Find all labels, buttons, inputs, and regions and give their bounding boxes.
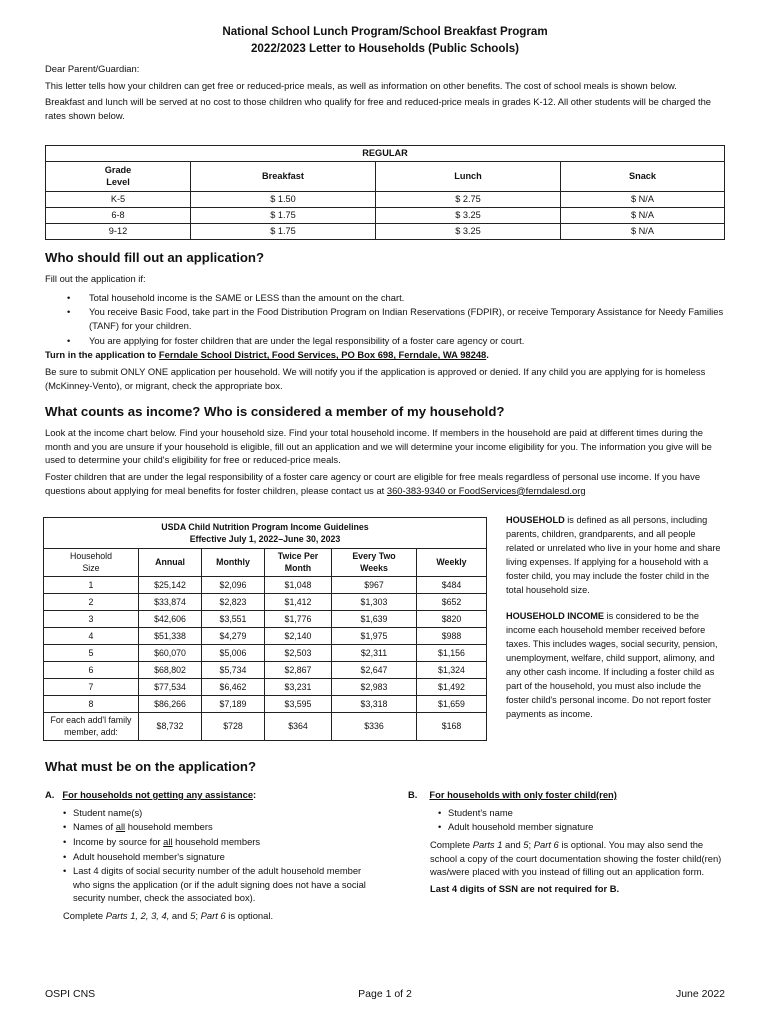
rate-cell: $ 1.75 (191, 208, 376, 224)
table-cell: $6,462 (202, 679, 265, 696)
list-item: • Student's name (448, 806, 728, 820)
rate-cell: $ 1.50 (191, 192, 376, 208)
rate-cell: $ N/A (561, 224, 725, 240)
table-cell: $8,732 (139, 713, 202, 741)
table-cell: $168 (417, 713, 487, 741)
table-row (44, 628, 487, 645)
column-b-complete: Complete Parts 1 and 5; Part 6 is optional. You may also send the school a copy of the court documentation showing the foster child(ren) was/were placed with you instead of filling out an application form. (430, 838, 722, 878)
intro-paragraph-1: This letter tells how your children can get free or reduced-price meals, as well as information on other benefits. The cost of school meals is shown below. (45, 79, 677, 91)
rates-header-grade: Grade Level (46, 162, 191, 192)
table-cell: $1,156 (417, 645, 487, 662)
definitions-sidebar (506, 514, 726, 722)
list-item: • Adult household member signature (448, 820, 728, 834)
table-cell: $51,338 (139, 628, 202, 645)
list-item: • Student name(s) (73, 806, 375, 820)
table-cell: $7,189 (202, 696, 265, 713)
table-cell: $364 (265, 713, 332, 741)
footer-left: OSPI CNS (45, 988, 96, 1000)
list-item: • You are applying for foster children that are under the legal responsibility of a foster care agency or court. (89, 334, 725, 348)
table-row (44, 662, 487, 679)
table-cell: $967 (332, 577, 417, 594)
table-row (44, 696, 487, 713)
table-cell: 3 (44, 611, 139, 628)
column-a-title-text: For households not getting any assistance (62, 789, 254, 800)
rate-cell: $ 1.75 (191, 224, 376, 240)
table-cell: 1 (44, 577, 139, 594)
table-cell: $3,231 (265, 679, 332, 696)
foster-text: Foster children that are under the legal responsibility of a foster care agency or court are eligible for free meals regardless of personal use income. If you have questions about applying for meal benefits for foster children, please contact us at (45, 471, 701, 496)
table-cell: $1,303 (332, 594, 417, 611)
income-paragraph-2 (45, 470, 725, 497)
column-a (45, 788, 375, 923)
household-text: is defined as all persons, including parents, children, grandparents, and all people related or unrelated who live in your home and share living expenses. If applying for a household with a foster child, you may include the foster child in the total household size. (506, 515, 721, 595)
table-cell: 6 (44, 662, 139, 679)
submit-note: Be sure to submit ONLY ONE application per household. We will notify you if the application is approved or denied. If any child you are applying for is homeless (McKinney-Vento), or migrant, check the appropriate box. (45, 365, 706, 391)
table-cell: $1,639 (332, 611, 417, 628)
household-term: HOUSEHOLD (506, 515, 565, 525)
table-cell: $3,551 (202, 611, 265, 628)
title-line-2: 2022/2023 Letter to Households (Public Schools) (250, 41, 519, 55)
table-cell: $1,412 (265, 594, 332, 611)
household-income-text: is considered to be the income each household member received before taxes. This includes wages, social security, pension, unemployment, welfare, child support, alimony, and any other cash income. If including a foster child as part of the household, you must also include the foster child's personal income. Do not report foster payments as income. (506, 610, 718, 719)
table-cell: 2 (44, 594, 139, 611)
rate-cell: $ N/A (561, 208, 725, 224)
document-title (0, 24, 770, 58)
table-cell: $2,096 (202, 577, 265, 594)
table-cell: $728 (202, 713, 265, 741)
must-section (45, 757, 725, 776)
turn-in-line (45, 348, 725, 362)
table-cell: $1,776 (265, 611, 332, 628)
table-cell: $1,659 (417, 696, 487, 713)
column-a-list (45, 806, 375, 905)
table-cell: $1,492 (417, 679, 487, 696)
rate-cell: $ 2.75 (376, 192, 561, 208)
table-cell: $2,647 (332, 662, 417, 679)
header-monthly: Monthly (202, 549, 265, 577)
column-b-ssn-note: Last 4 digits of SSN are not required for B. (430, 882, 620, 894)
table-cell: $2,823 (202, 594, 265, 611)
rate-cell: 9-12 (46, 224, 191, 240)
title-line-1: National School Lunch Program/School Breakfast Program (222, 25, 548, 38)
rates-header-lunch: Lunch (376, 162, 561, 192)
table-cell: $484 (417, 577, 487, 594)
who-section (45, 248, 725, 392)
table-cell: $4,279 (202, 628, 265, 645)
income-section (45, 402, 725, 497)
table-row (44, 645, 487, 662)
greeting: Dear Parent/Guardian: (45, 63, 140, 74)
household-definition (506, 514, 726, 598)
table-cell: $3,318 (332, 696, 417, 713)
intro-section (45, 62, 725, 123)
table-cell: $42,606 (139, 611, 202, 628)
table-cell: $2,503 (265, 645, 332, 662)
column-b-title (408, 788, 728, 802)
table-cell: $2,983 (332, 679, 417, 696)
table-cell: For each add'l family member, add: (44, 713, 139, 741)
header-every-two-weeks: Every Two Weeks (332, 549, 417, 577)
header-household-size: Household Size (44, 549, 139, 577)
list-item: • Total household income is the SAME or LESS than the amount on the chart. (89, 291, 725, 305)
column-a-complete: Complete Parts 1, 2, 3, 4, and 5; Part 6 is optional. (63, 910, 274, 921)
table-cell: 7 (44, 679, 139, 696)
rates-header-snack: Snack (561, 162, 725, 192)
guidelines-title-2: Effective July 1, 2022–June 30, 2023 (189, 534, 341, 544)
table-row (46, 192, 725, 208)
household-income-term: HOUSEHOLD INCOME (506, 610, 605, 621)
table-cell: 5 (44, 645, 139, 662)
table-cell: $2,311 (332, 645, 417, 662)
table-cell: $5,734 (202, 662, 265, 679)
table-cell: $2,867 (265, 662, 332, 679)
table-cell: $336 (332, 713, 417, 741)
table-cell: $77,534 (139, 679, 202, 696)
table-row (46, 224, 725, 240)
table-cell: $33,874 (139, 594, 202, 611)
table-row (44, 713, 487, 741)
table-row (44, 594, 487, 611)
table-row (46, 208, 725, 224)
table-cell: $1,324 (417, 662, 487, 679)
column-b (408, 788, 728, 895)
header-annual: Annual (139, 549, 202, 577)
column-a-title (45, 788, 375, 802)
rate-cell: $ 3.25 (376, 224, 561, 240)
rates-header-breakfast: Breakfast (191, 162, 376, 192)
table-cell: $68,802 (139, 662, 202, 679)
list-item: • Income by source for all household members (73, 835, 375, 849)
table-cell: $652 (417, 594, 487, 611)
must-heading: What must be on the application? (45, 759, 256, 774)
turn-in-suffix: . (486, 349, 489, 361)
column-b-title-text: For households with only foster child(ren) (429, 789, 617, 800)
turn-in-prefix: Turn in the application to (45, 349, 159, 361)
header-twice-per-month: Twice Per Month (265, 549, 332, 577)
turn-in-address: Ferndale School District, Food Services, PO Box 698, Ferndale, WA 98248 (158, 349, 487, 361)
income-heading: What counts as income? Who is considered a member of my household? (45, 404, 505, 419)
household-income-definition (506, 610, 726, 722)
income-guidelines-table (43, 517, 487, 741)
rate-cell: 6-8 (46, 208, 191, 224)
table-cell: $820 (417, 611, 487, 628)
table-row (44, 611, 487, 628)
column-a-label: A. (45, 789, 55, 800)
table-cell: 8 (44, 696, 139, 713)
list-item: • Names of all household members (73, 820, 375, 834)
table-row (44, 679, 487, 696)
column-b-list (408, 806, 728, 834)
who-heading: Who should fill out an application? (45, 250, 265, 265)
footer-date: June 2022 (675, 988, 725, 1000)
intro-paragraph-2: Breakfast and lunch will be served at no cost to those children who qualify for free and reduced-price meals in grades K-12. All other students will be charged the rates shown below. (45, 96, 711, 121)
table-cell: $988 (417, 628, 487, 645)
table-cell: $1,048 (265, 577, 332, 594)
income-paragraph-1: Look at the income chart below. Find your household size. Find your total household income. If members in the household are paid at different times during the month and you are unsure if your household is eligible, fill out an application and we will determine your income eligibility for you. The information you give will be used to determine your child's eligibility for free or reduced-price meals. (45, 427, 712, 466)
rate-cell: $ 3.25 (376, 208, 561, 224)
header-weekly: Weekly (417, 549, 487, 577)
table-cell: $1,975 (332, 628, 417, 645)
who-bullet-list (45, 291, 725, 348)
guidelines-title-1: USDA Child Nutrition Program Income Guidelines (161, 521, 369, 532)
column-a-colon: : (253, 789, 257, 800)
contact-link[interactable]: 360-383-9340 or FoodServices@ferndalesd.org (386, 484, 586, 496)
table-cell: $25,142 (139, 577, 202, 594)
rate-cell: $ N/A (561, 192, 725, 208)
who-lead: Fill out the application if: (45, 273, 146, 285)
table-cell: $60,070 (139, 645, 202, 662)
table-cell: $5,006 (202, 645, 265, 662)
table-cell: $2,140 (265, 628, 332, 645)
meal-rates-table (45, 145, 725, 240)
list-item: • Last 4 digits of social security number of the adult household member who signs the application (or if the adult signing does not have a social security number, check the associated box). (73, 864, 375, 905)
table-cell: 4 (44, 628, 139, 645)
table-cell: $3,595 (265, 696, 332, 713)
footer-page-number: Page 1 of 2 (358, 988, 412, 1000)
table-row (44, 577, 487, 594)
list-item: • Adult household member's signature (73, 850, 375, 864)
rate-cell: K-5 (46, 192, 191, 208)
rates-caption: REGULAR (46, 146, 725, 162)
column-b-label: B. (408, 789, 418, 800)
table-cell: $86,266 (139, 696, 202, 713)
list-item: • You receive Basic Food, take part in the Food Distribution Program on Indian Reservations (FDPIR), or receive Temporary Assistance for Needy Families (TANF) for your children. (89, 305, 725, 332)
guidelines-title (44, 518, 487, 549)
